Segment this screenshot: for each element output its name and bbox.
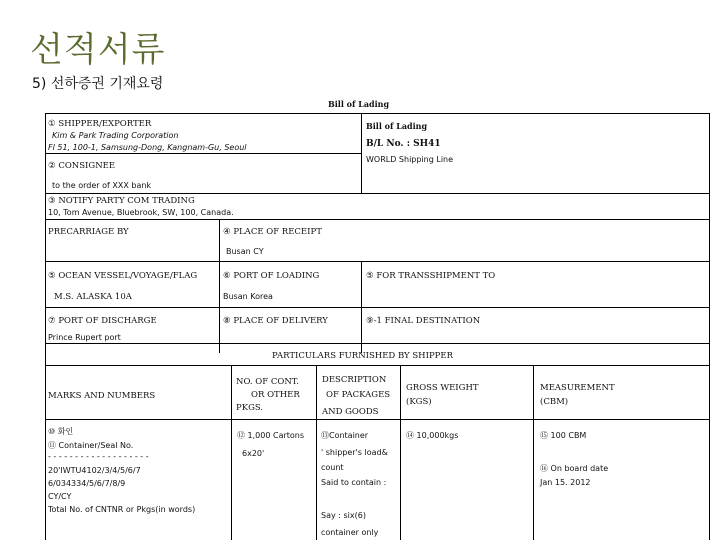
vessel-label: ⑤ OCEAN VESSEL/VOYAGE/FLAG bbox=[48, 271, 198, 281]
header-bottom-line bbox=[45, 419, 710, 420]
pkgs-line: 6x20' bbox=[242, 449, 265, 458]
discharge-value: Prince Rupert port bbox=[48, 333, 121, 342]
marks-line: CY/CY bbox=[48, 492, 72, 501]
marks-line: Total No. of CNTNR or Pkgs(in words) bbox=[48, 505, 196, 514]
onboard-date: Jan 15. 2012 bbox=[540, 478, 591, 487]
shipper-name: Kim & Park Trading Corporation bbox=[52, 131, 179, 140]
desc-line: Said to contain : bbox=[321, 478, 387, 487]
marks-line: ⑩ 화인 bbox=[48, 427, 74, 436]
onboard-label: ⑯ On board date bbox=[540, 464, 609, 473]
form-left-border bbox=[45, 113, 46, 540]
marks-line: 20'IWTU4102/3/4/5/6/7 bbox=[48, 466, 141, 475]
receipt-bottom-line bbox=[45, 261, 710, 262]
loading-label: ⑥ PORT OF LOADING bbox=[223, 271, 320, 281]
particulars-bottom-line bbox=[45, 365, 710, 366]
desc-line: container only bbox=[321, 528, 379, 537]
loading-value: Busan Korea bbox=[223, 292, 273, 301]
notify-label: ③ NOTIFY PARTY COM TRADING bbox=[48, 196, 195, 206]
bl-number: B/L No. : SH41 bbox=[366, 139, 441, 149]
col-pkgs-header-1: NO. OF CONT. bbox=[236, 377, 299, 387]
weight-value: ⑭ 10,000kgs bbox=[406, 431, 459, 440]
carrier-name: WORLD Shipping Line bbox=[366, 155, 454, 164]
measurement-value: ⑮ 100 CBM bbox=[540, 431, 587, 440]
notify-bottom-line bbox=[45, 219, 710, 220]
shipper-bottom-line bbox=[45, 153, 362, 154]
transship-label: ⑤ FOR TRANSSHIPMENT TO bbox=[366, 271, 496, 281]
bl-heading: Bill of Lading bbox=[328, 99, 390, 109]
form-right-border bbox=[709, 113, 710, 540]
col-weight-header-2: (KGS) bbox=[406, 397, 432, 407]
desc-line: count bbox=[321, 463, 344, 472]
col-weight-header-1: GROSS WEIGHT bbox=[406, 383, 479, 393]
discharge-bottom-line bbox=[45, 343, 710, 344]
consignee-label: ② CONSIGNEE bbox=[48, 161, 116, 171]
col-meas-header-1: MEASUREMENT bbox=[540, 383, 615, 393]
page-title: 선적서류 bbox=[30, 30, 166, 70]
shipper-label: ① SHIPPER/EXPORTER bbox=[48, 119, 152, 129]
desc-line: ⑬Container bbox=[321, 431, 369, 440]
col-desc-header-1: DESCRIPTION bbox=[322, 375, 387, 385]
final-destination-label: ⑨-1 FINAL DESTINATION bbox=[366, 316, 481, 326]
col-marks-header: MARKS AND NUMBERS bbox=[48, 391, 156, 401]
shipper-address: Fl 51, 100-1, Samsung-Dong, Kangnam-Gu, Seoul bbox=[48, 143, 247, 152]
notify-address: 10, Tom Avenue, Bluebrook, SW, 100, Canada. bbox=[48, 208, 234, 217]
col-desc-header-3: AND GOODS bbox=[322, 407, 379, 417]
col-divider-1 bbox=[231, 365, 232, 540]
page-subtitle: 5) 선하증권 기재요령 bbox=[32, 76, 164, 92]
col-meas-header-2: (CBM) bbox=[540, 397, 569, 407]
col-pkgs-header-2: OR OTHER bbox=[251, 390, 300, 400]
particulars-heading: PARTICULARS FURNISHED BY SHIPPER bbox=[272, 351, 453, 361]
consignee-value: to the order of XXX bank bbox=[52, 181, 152, 190]
precarriage-label: PRECARRIAGE BY bbox=[48, 227, 129, 237]
delivery-label: ⑧ PLACE OF DELIVERY bbox=[223, 316, 328, 326]
marks-line: - - - - - - - - - - - - - - - - - - - bbox=[48, 452, 149, 461]
col-divider-4 bbox=[533, 365, 534, 540]
receipt-label: ④ PLACE OF RECEIPT bbox=[223, 227, 322, 237]
discharge-label: ⑦ PORT OF DISCHARGE bbox=[48, 316, 157, 326]
desc-line: ' shipper's load& bbox=[321, 448, 388, 457]
desc-line: Say : six(6) bbox=[321, 511, 366, 520]
consignee-bottom-line bbox=[45, 193, 710, 194]
bl-right-heading: Bill of Lading bbox=[366, 121, 428, 131]
pkgs-line: ⑫ 1,000 Cartons bbox=[237, 431, 305, 440]
col-divider-2 bbox=[316, 365, 317, 540]
mid-divider bbox=[219, 219, 220, 353]
form-top-border bbox=[45, 113, 710, 114]
col-divider-3 bbox=[400, 365, 401, 540]
vessel-value: M.S. ALASKA 10A bbox=[54, 292, 132, 302]
receipt-value: Busan CY bbox=[226, 247, 264, 256]
col-desc-header-2: OF PACKAGES bbox=[326, 390, 391, 400]
vessel-bottom-line bbox=[45, 307, 710, 308]
col-pkgs-header-3: PKGS. bbox=[236, 403, 264, 413]
marks-line: 6/034334/5/6/7/8/9 bbox=[48, 479, 126, 488]
marks-line: ⑪ Container/Seal No. bbox=[48, 441, 134, 450]
